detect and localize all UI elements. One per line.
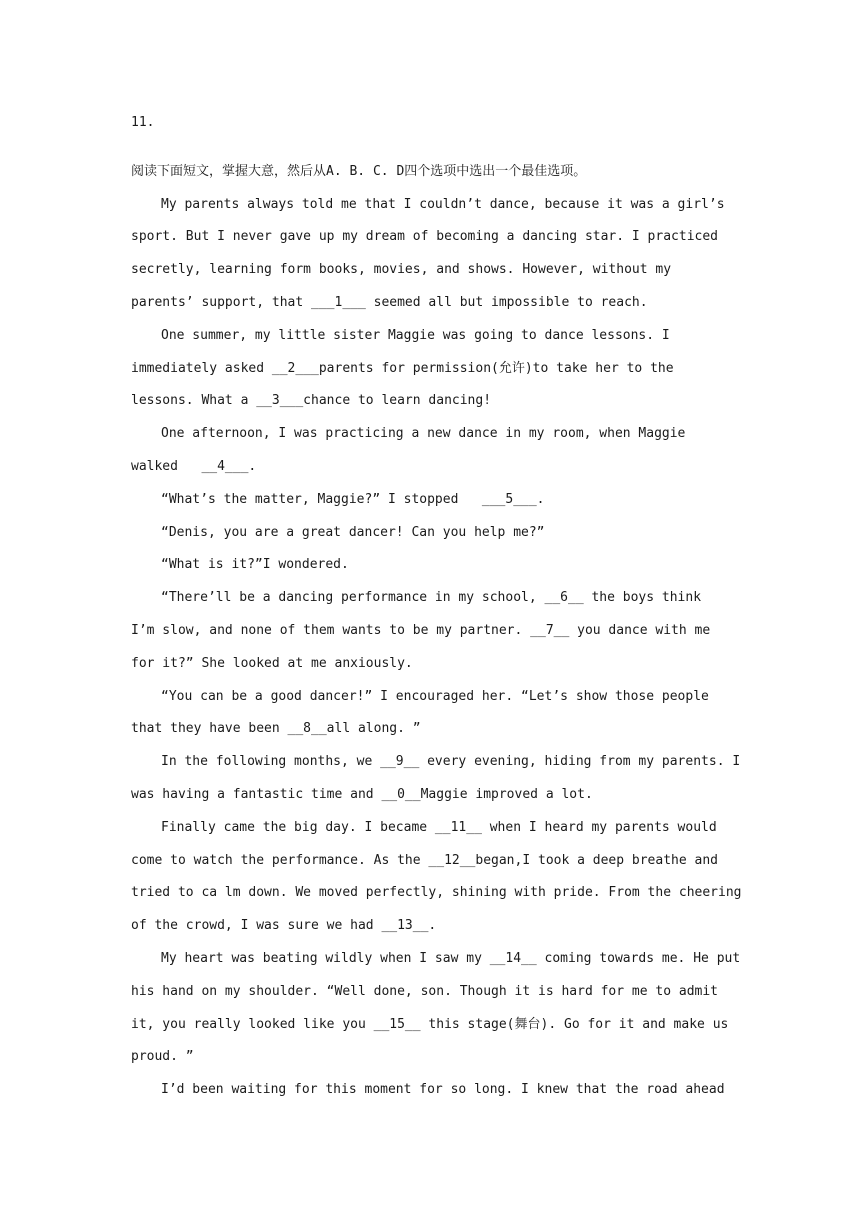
passage-paragraph	[131, 189, 737, 320]
passage-line: secretly, learning form books, movies, and shows. However, without my	[131, 262, 672, 278]
passage-paragraph	[131, 681, 737, 747]
instruction-text: 阅读下面短文，掌握大意，然后从A. B. C. D四个选项中选出一个最佳选项。	[131, 163, 587, 179]
passage-line: his hand on my shoulder. “Well done, son. Though it is hard for me to admit	[131, 983, 718, 999]
passage-paragraph	[131, 582, 737, 680]
passage-line: “What is it?”I wondered.	[161, 557, 349, 573]
passage-paragraph	[131, 943, 741, 1074]
passage-line: that they have been __8__all along. ”	[131, 721, 421, 737]
passage-line: “Denis, you are a great dancer! Can you help me?”	[161, 524, 545, 540]
passage-line: of the crowd, I was sure we had __13__.	[131, 918, 437, 934]
passage-paragraph	[131, 746, 741, 812]
passage-line: I’m slow, and none of them wants to be my partner. __7__ you dance with me	[131, 622, 711, 638]
passage-line: One summer, my little sister Maggie was going to dance lessons. I	[161, 327, 670, 343]
passage-line: Finally came the big day. I became __11__ when I heard my parents would	[161, 819, 717, 835]
passage-paragraph	[131, 549, 737, 582]
passage-paragraph	[131, 320, 737, 418]
passage-line: One afternoon, I was practicing a new dance in my room, when Maggie	[161, 426, 686, 442]
reading-passage	[131, 189, 742, 1107]
passage-line: My parents always told me that I couldn’t dance, because it was a girl’s	[161, 196, 725, 212]
passage-paragraph	[131, 484, 737, 517]
passage-line: “There’ll be a dancing performance in my school, __6__ the boys think	[161, 590, 702, 606]
passage-line: parents’ support, that ___1___ seemed all but impossible to reach.	[131, 294, 648, 310]
passage-paragraph	[131, 812, 742, 943]
passage-line: it, you really looked like you __15__ this stage(舞台). Go for it and make us	[131, 1016, 729, 1032]
passage-line: proud. ”	[131, 1049, 194, 1065]
passage-line: In the following months, we __9__ every evening, hiding from my parents. I	[161, 754, 741, 770]
passage-line: sport. But I never gave up my dream of becoming a dancing star. I practiced	[131, 229, 718, 245]
question-number: 11.	[131, 115, 155, 130]
document-page	[131, 107, 742, 1107]
passage-line: tried to ca lm down. We moved perfectly, shining with pride. From the cheering	[131, 885, 742, 901]
passage-line: “What’s the matter, Maggie?” I stopped ___5___.	[161, 491, 545, 507]
passage-line: My heart was beating wildly when I saw my __14__ coming towards me. He put	[161, 950, 741, 966]
passage-line: for it?” She looked at me anxiously.	[131, 655, 413, 671]
passage-line: come to watch the performance. As the __12__began,I took a deep breathe and	[131, 852, 718, 868]
passage-line: lessons. What a __3___chance to learn dancing!	[131, 393, 492, 409]
passage-paragraph	[131, 517, 737, 550]
passage-line: “You can be a good dancer!” I encouraged her. “Let’s show those people	[161, 688, 709, 704]
passage-line: was having a fantastic time and __0__Maggie improved a lot.	[131, 786, 593, 802]
passage-line: immediately asked __2___parents for permission(允许)to take her to the	[131, 360, 674, 376]
passage-paragraph	[131, 1074, 737, 1107]
passage-paragraph	[131, 418, 737, 484]
passage-line: I’d been waiting for this moment for so long. I knew that the road ahead	[161, 1082, 725, 1098]
passage-line: walked __4___.	[131, 458, 257, 474]
